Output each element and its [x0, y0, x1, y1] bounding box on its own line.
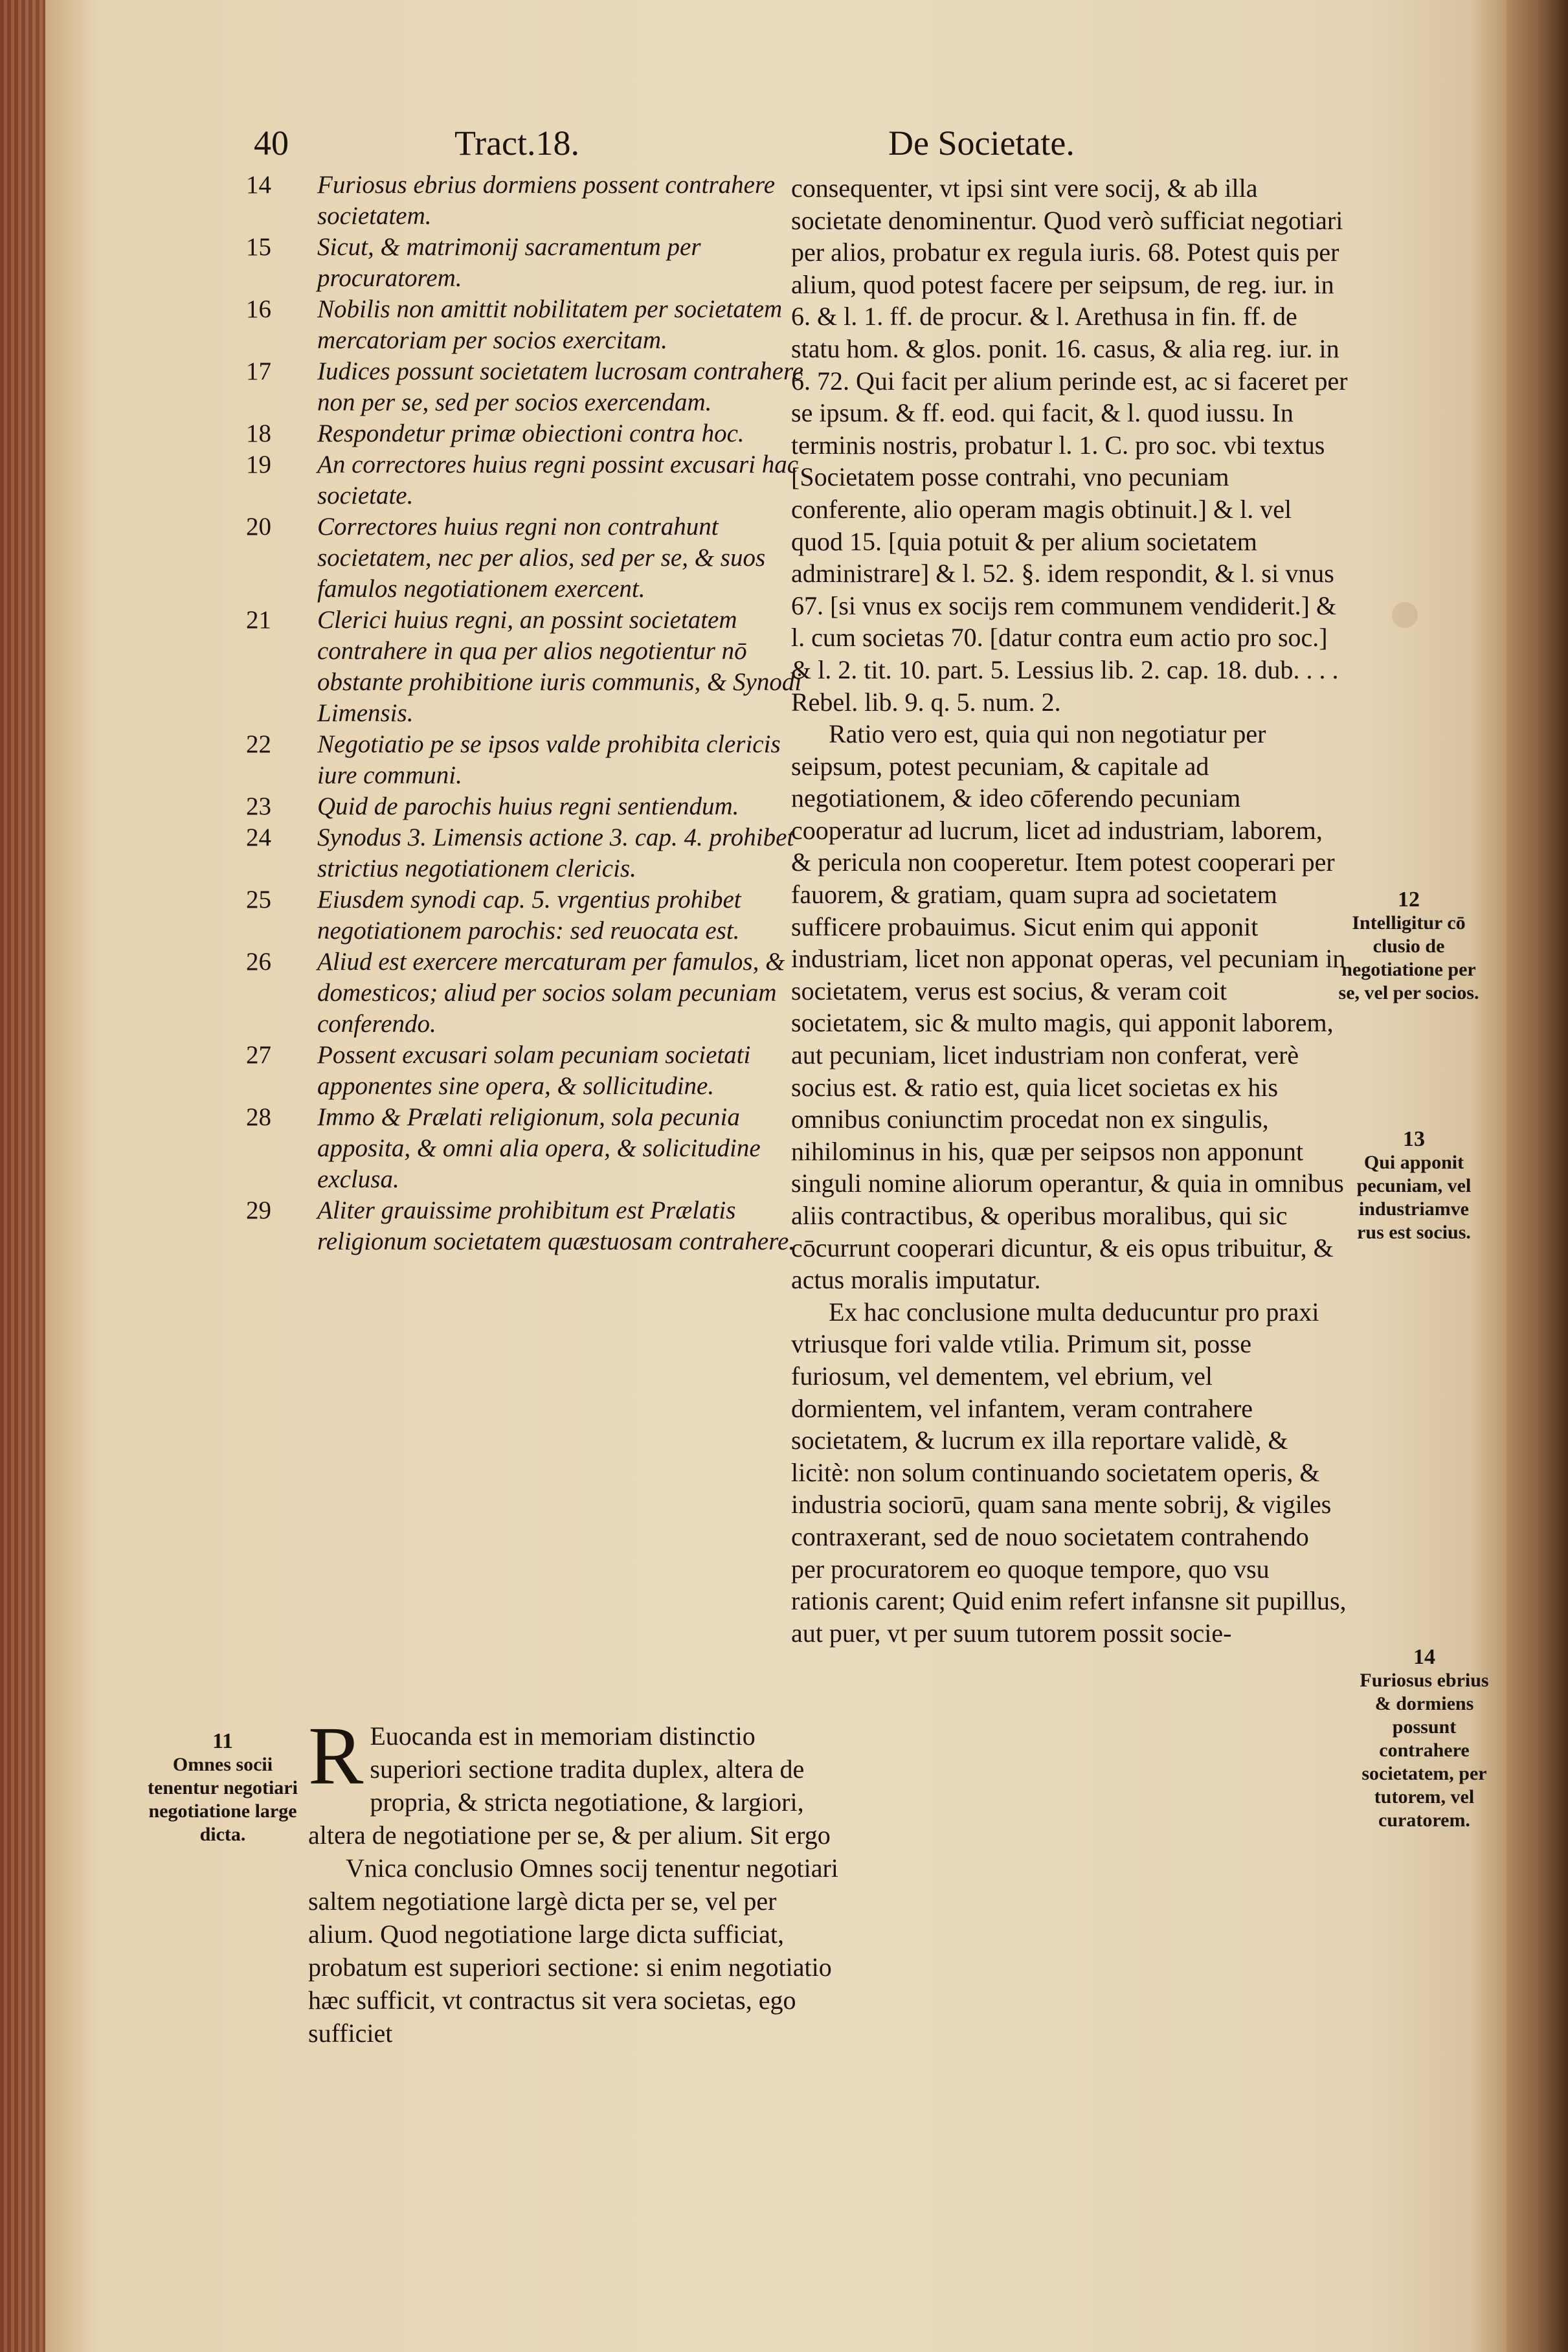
summary-text: Immo & Prælati religionum, sola pecunia apposita, & omni alia opera, & solicitudine exclusa. — [317, 1103, 761, 1193]
margin-note-14 — [1357, 1646, 1492, 1832]
margin-note-text: Furiosus ebrius & dormiens possunt contrahere societatem, per tutorem, vel curatorem. — [1360, 1670, 1489, 1831]
summary-number: 24 — [246, 823, 271, 851]
running-title: De Societate. — [888, 124, 1075, 162]
margin-note-text: Omnes socii tenentur negotiari negotiatione large dicta. — [148, 1754, 298, 1845]
margin-note-number: 12 — [1398, 888, 1420, 912]
summary-item — [246, 884, 816, 946]
summary-text: Furiosus ebrius dormiens possent contrahere societatem. — [317, 171, 776, 230]
summary-number: 27 — [246, 1041, 271, 1069]
margin-note-text: Intelligitur cō clusio de negotiatione per se, vel per socios. — [1338, 912, 1479, 1003]
summary-text: Negotiatio pe se ipsos valde prohibita clericis iure communi. — [317, 730, 781, 789]
summary-number: 14 — [246, 171, 271, 199]
summary-number: 21 — [246, 606, 271, 634]
summary-text: Eiusdem synodi cap. 5. vrgentius prohibet negotiationem parochis: sed reuocata est. — [317, 886, 741, 945]
summary-text: Clerici huius regni, an possint societatem contrahere in qua per alios negotientur nō obstante prohibitione iuris communis, & Synodi Limensis. — [317, 606, 802, 727]
summary-text: Nobilis non amittit nobilitatem per societatem mercatoriam per socios exercitam. — [317, 295, 783, 354]
summary-item — [246, 232, 816, 294]
left-paragraph: Euocanda est in memoriam distinctio superiori sectione tradita duplex, altera de propria, & stricta negotiatione, & largiori, altera de negotiatione per se, & per alium. Sit ergo — [308, 1721, 831, 1850]
margin-note-12 — [1338, 888, 1480, 1005]
summary-text: Sicut, & matrimonij sacramentum per procuratorem. — [317, 233, 701, 292]
summary-item — [246, 356, 816, 418]
summary-item — [246, 822, 816, 884]
summary-number: 22 — [246, 730, 271, 758]
summary-text: Respondetur primæ obiectioni contra hoc. — [317, 420, 745, 447]
summary-item — [246, 511, 816, 605]
margin-note-number: 11 — [212, 1729, 234, 1753]
summary-number: 18 — [246, 420, 271, 447]
page-number: 40 — [254, 124, 289, 162]
summary-item — [246, 1102, 816, 1195]
summary-text: Aliud est exercere mercaturam per famulos, & domesticos; aliud per socios solam pecuniam conferendo. — [317, 948, 785, 1038]
left-column-text — [308, 1710, 846, 2050]
summary-text: Aliter grauissime prohibitum est Prælatis religionum societatem quæstuosam contrahere. — [317, 1196, 796, 1255]
right-column-text — [791, 172, 1348, 1649]
summary-item — [246, 449, 816, 511]
right-paragraph: Ex hac conclusione multa deducuntur pro praxi vtriusque fori valde vtilia. Primum sit, posse furiosum, vel dementem, vel ebrium, vel dormientem, vel infantem, veram contrahere societatem, & lucrum ex illa reportare validè, & licitè: non solum continuando societatem operis, & industria sociorū, quam sana mente sobrij, & vigiles contraxerant, sed de nouo societatem contrahendo per procuratorem eo quoque tempore, quo vsu rationis carent; Quid enim refert infansne sit pupillus, aut puer, vt per suum tutorem possit socie- — [791, 1297, 1347, 1648]
right-paragraph: Ratio vero est, quia qui non negotiatur per seipsum, potest pecuniam, & capitale ad negotiationem, & ideo cōferendo pecuniam cooperatur ad lucrum, licet ad industriam, laborem, & pericula non cooperetur. Item potest cooperari per fauorem, & gratiam, quam supra ad societatem sufficere probauimus. Sicut enim qui apponit industriam, licet non apponat operas, vel pecuniam in societatem, verus est socius, & veram coit societatem, sic & multo magis, qui apponit laborem, aut pecuniam, licet industriam non conferat, verè socius est. & ratio est, quia licet societas ex his omnibus coniunctim procedat non ex singulis, nihilominus in his, quæ per seipsos non apponunt singuli nomine aliorum operantur, & quia in omnibus aliis contractibus, & operibus moralibus, qui sic cōcurrunt cooperari dicuntur, & eis opus tribuitur, & actus moralis imputatur. — [791, 719, 1346, 1295]
summary-number: 28 — [246, 1103, 271, 1131]
summary-number: 25 — [246, 886, 271, 913]
summary-number: 20 — [246, 513, 271, 541]
summary-number: 29 — [246, 1196, 271, 1224]
summary-item — [246, 946, 816, 1040]
summary-number: 23 — [246, 792, 271, 820]
summary-number: 26 — [246, 948, 271, 976]
summary-number: 17 — [246, 357, 271, 385]
summary-text: Correctores huius regni non contrahunt societatem, nec per alios, sed per se, & suos famulos negotiationem exercent. — [317, 513, 766, 603]
summary-number: 19 — [246, 451, 271, 478]
right-paragraph: consequenter, vt ipsi sint vere socij, & ab illa societate denominentur. Quod verò sufficiat negotiari per alios, probatur ex regula iuris. 68. Potest quis per alium, quod potest facere per seipsum, de reg. iur. in 6. & l. 1. ff. de procur. & l. Arethusa in fin. ff. de statu hom. & glos. ponit. 16. casus, & alia reg. iur. in 6. 72. Qui facit per alium perinde est, ac si faceret per se ipsum. & ff. eod. qui facit, & l. quod iussu. In terminis nostris, probatur l. 1. C. pro soc. vbi textus [Societatem posse contrahi, vno pecuniam conferente, alio operam magis obtinuit.] & l. vel quod 15. [quia potuit & per alium societatem administrare] & l. 52. §. idem respondit, & l. si vnus 67. [si vnus ex socijs rem communem vendiderit.] & l. cum societas 70. [datur contra eum actio pro soc.] & l. 2. tit. 10. part. 5. Lessius lib. 2. cap. 18. dub. . . . Rebel. lib. 9. q. 5. num. 2. — [791, 174, 1348, 717]
margin-note-text: Qui apponit pecuniam, vel industriamve rus est socius. — [1356, 1152, 1472, 1243]
left-paragraph: Vnica conclusio Omnes socij tenentur negotiari saltem negotiatione largè dicta per se, vel per alium. Quod negotiatione large dicta sufficiat, probatum est superiori sectione: si enim negotiatio hæc sufficit, vt contractus sit vera societas, ego sufficiet — [308, 1854, 838, 2048]
summary-text: Iudices possunt societatem lucrosam contrahere non per se, sed per socios exercendam. — [317, 357, 803, 416]
margin-note-13 — [1344, 1128, 1484, 1244]
margin-note-number: 14 — [1413, 1645, 1435, 1669]
margin-note-11 — [146, 1730, 299, 1846]
summary-item — [246, 294, 816, 356]
stain-spot — [1392, 602, 1418, 628]
summary-item — [246, 791, 816, 822]
summary-item — [246, 605, 816, 729]
page-edge-left — [0, 0, 45, 2352]
summary-item — [246, 729, 816, 791]
tract-label: Tract.18. — [454, 124, 580, 162]
summary-text: Synodus 3. Limensis actione 3. cap. 4. prohibet strictius negotiationem clericis. — [317, 823, 794, 882]
summary-text: Possent excusari solam pecuniam societati apponentes sine opera, & sollicitudine. — [317, 1041, 751, 1100]
summary-text: Quid de parochis huius regni sentiendum. — [317, 792, 739, 820]
summary-item — [246, 1195, 816, 1257]
margin-note-number: 13 — [1403, 1127, 1425, 1151]
summary-text: An correctores huius regni possint excusari hac societate. — [317, 451, 799, 510]
summary-number: 15 — [246, 233, 271, 261]
summary-list — [246, 170, 816, 1257]
page-edge-right — [1506, 0, 1568, 2352]
summary-number: 16 — [246, 295, 271, 323]
summary-item — [246, 418, 816, 449]
summary-item — [246, 170, 816, 232]
drop-cap: R — [308, 1710, 364, 1802]
summary-item — [246, 1040, 816, 1102]
